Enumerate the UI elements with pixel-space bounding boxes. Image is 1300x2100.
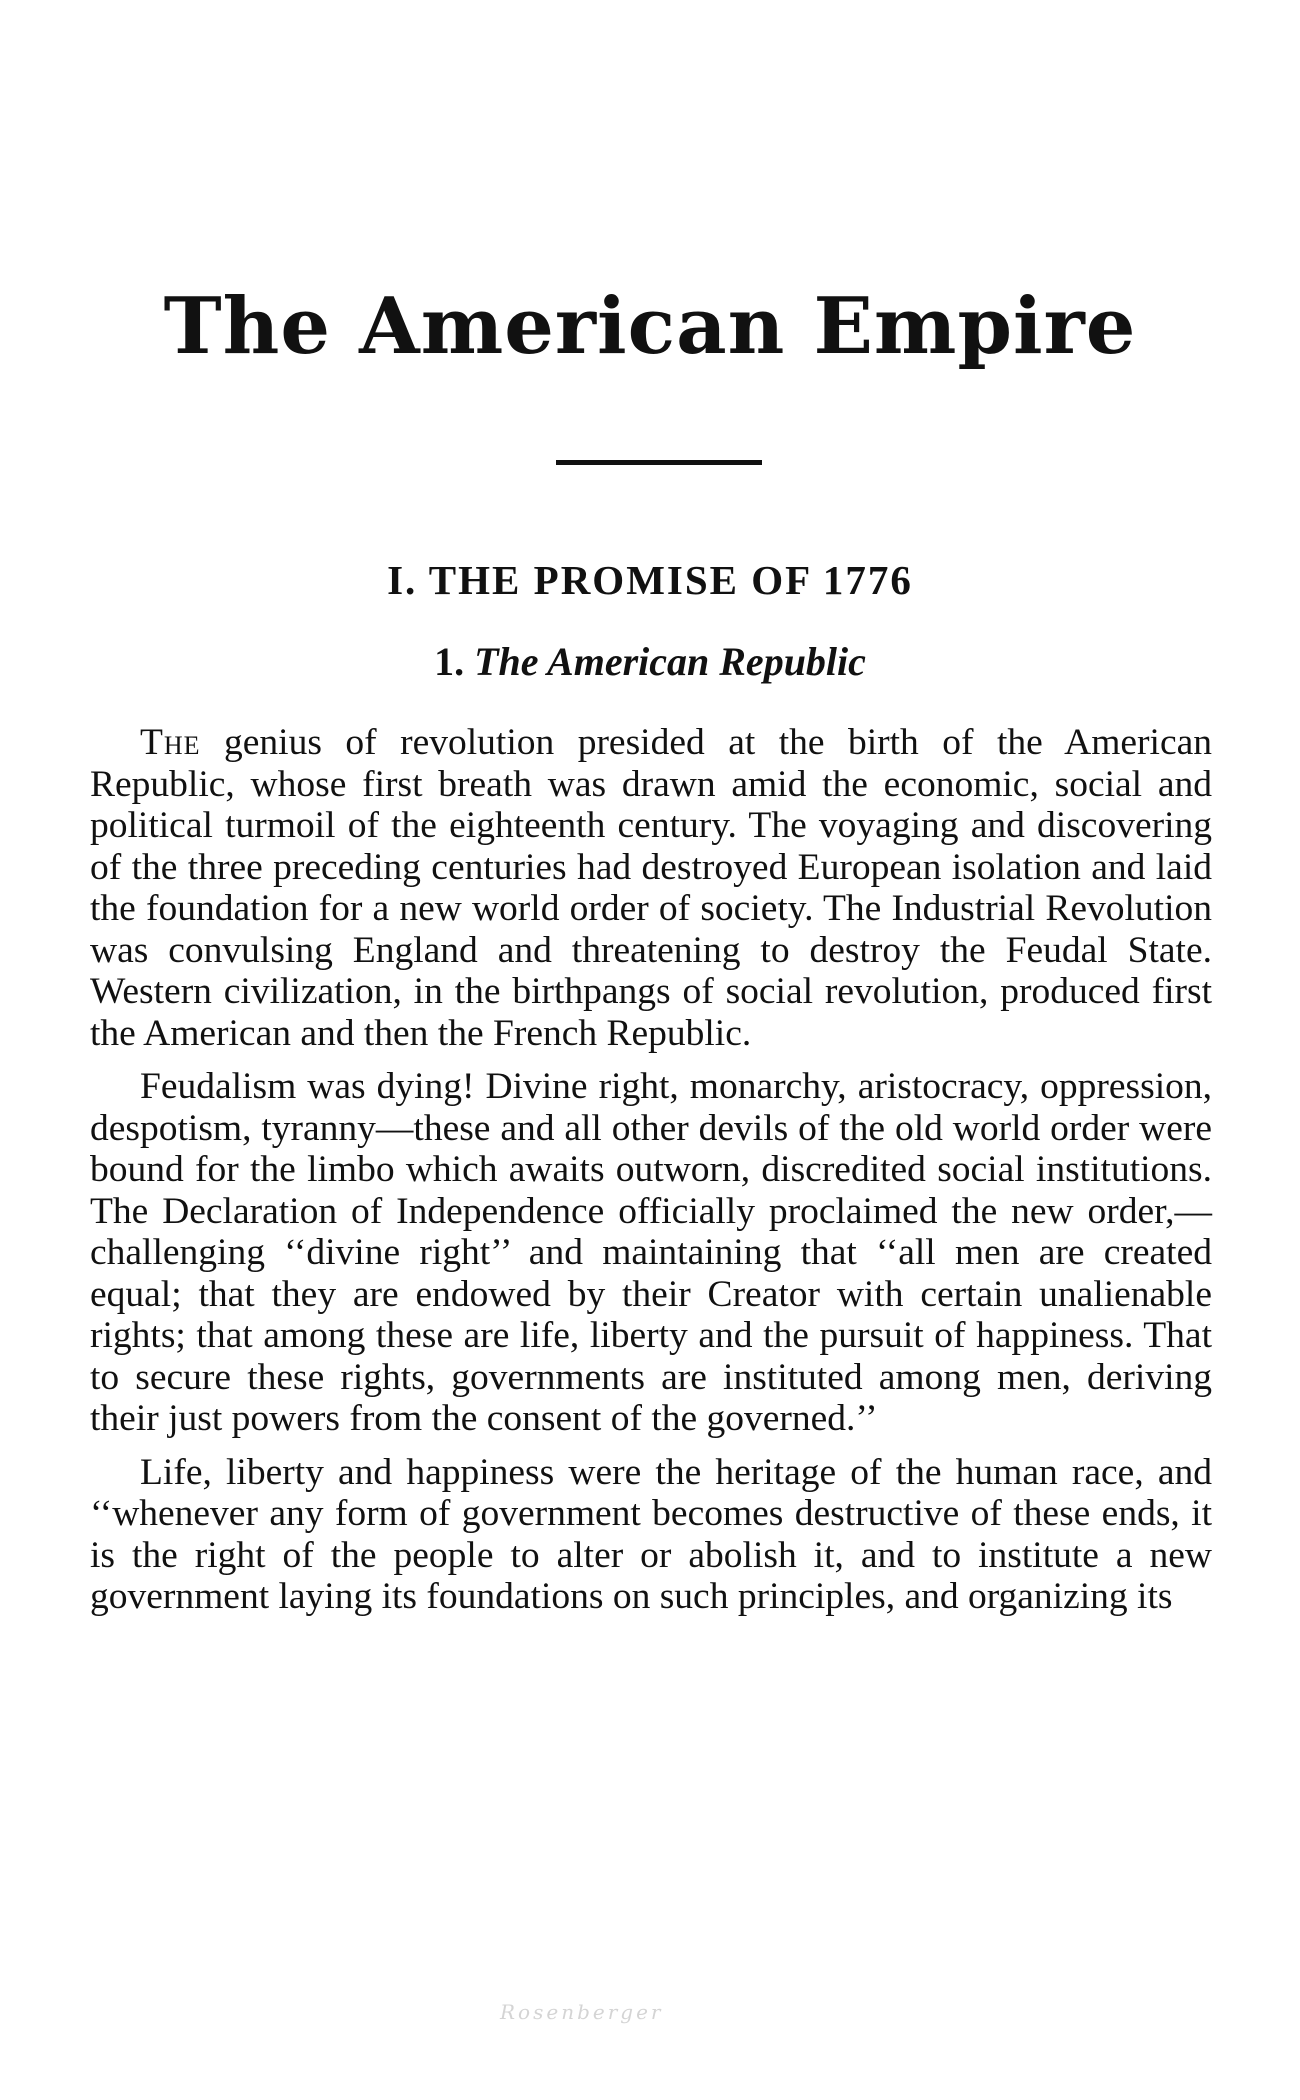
book-title: The American Empire — [163, 281, 1137, 372]
paragraph-3: Life, liberty and happiness were the heritage of the human race, and ‘‘whenever any form of government becomes destructive of these ends, it is the right of the people to alter or abolish it, and to institute a new government laying its foundations on such principles, and organizing its — [90, 1451, 1212, 1617]
section-number: 1. — [434, 639, 465, 684]
section-name: The American Republic — [474, 639, 866, 684]
paragraph-2: Feudalism was dying! Divine right, monarchy, aristocracy, oppression, despotism, tyranny—these and all other devils of the old world order were bound for the limbo which awaits outworn, discredited social institutions. The Declaration of Independence officially proclaimed the new order,—challenging ‘‘divine right’’ and maintaining that ‘‘all men are created equal; that they are endowed by their Creator with certain unalienable rights; that among these are life, liberty and the pursuit of happiness. That to secure these rights, governments are instituted among men, deriving their just powers from the consent of the governed.’’ — [90, 1066, 1212, 1439]
library-stamp: Rosenberger — [500, 2000, 664, 2024]
paragraph-lead-word: The — [140, 722, 201, 763]
paragraph-1 — [90, 722, 1212, 1054]
body-text — [90, 722, 1212, 1630]
title-rule — [556, 460, 762, 465]
paragraph-1-text: genius of revolution presided at the birth of the American Republic, whose first breath was drawn amid the economic, social and political turmoil of the eighteenth century. The voyaging and discovering of the three preceding centuries had destroyed European isolation and laid the foundation for a new world order of society. The Industrial Revolution was convulsing England and threatening to destroy the Feudal State. Western civilization, in the birthpangs of social revolution, produced first the American and then the French Republic. — [90, 722, 1212, 1054]
chapter-heading: I. THE PROMISE OF 1776 — [387, 557, 913, 603]
section-heading — [0, 638, 1300, 686]
